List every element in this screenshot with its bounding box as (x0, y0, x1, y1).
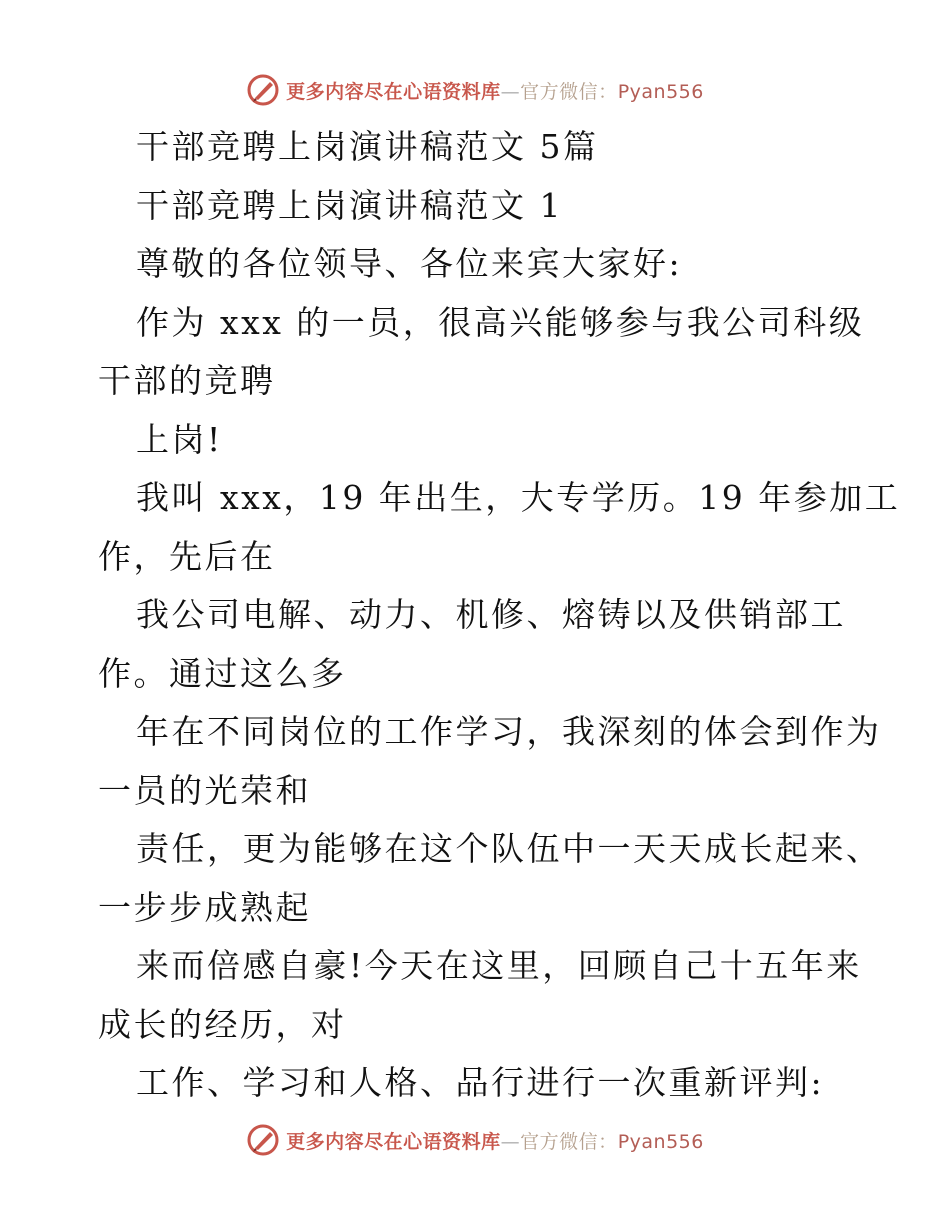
paragraph-line: 一员的光荣和 (98, 770, 311, 810)
paragraph-line: 作，先后在 (98, 536, 276, 576)
header-watermark (0, 70, 950, 110)
section-heading: 干部竞聘上岗演讲稿范文 1 (136, 185, 563, 225)
paragraph-line: 一步步成熟起 (98, 887, 311, 927)
paragraph-line: 我公司电解、动力、机修、熔铸以及供销部工 (136, 595, 846, 634)
quill-pen-icon (246, 73, 280, 107)
watermark-brand: 更多内容尽在心语资料库 (286, 1130, 501, 1153)
document-body (98, 118, 901, 1113)
paragraph-line: 工作、学习和人格、品行进行一次重新评判: (136, 1063, 825, 1102)
watermark-wechat-id: Pyan556 (617, 80, 704, 103)
watermark-text (286, 1127, 704, 1154)
paragraph-line: 上岗! (136, 419, 223, 459)
watermark-wechat-id: Pyan556 (617, 1130, 704, 1153)
salutation: 尊敬的各位领导、各位来宾大家好: (136, 244, 683, 283)
paragraph-line: 成长的经历，对 (98, 1004, 347, 1044)
watermark-dash: — (500, 1130, 521, 1153)
quill-pen-icon (246, 1123, 280, 1157)
watermark-dash: — (500, 80, 521, 103)
footer-watermark (0, 1120, 950, 1160)
paragraph-line: 我叫 xxx，19 年出生，大专学历。19 年参加工 (136, 478, 901, 517)
paragraph-line: 作为 xxx 的一员，很高兴能够参与我公司科级 (136, 302, 865, 342)
paragraph-line: 干部的竞聘 (98, 361, 276, 400)
paragraph-line: 年在不同岗位的工作学习，我深刻的体会到作为 (136, 712, 882, 751)
paragraph-line: 来而倍感自豪!今天在这里，回顾自己十五年来 (136, 946, 862, 985)
paragraph-line: 作。通过这么多 (98, 653, 347, 693)
paragraph-line: 责任，更为能够在这个队伍中一天天成长起来、 (136, 829, 882, 868)
document-title: 干部竞聘上岗演讲稿范文 5篇 (136, 127, 599, 166)
watermark-brand: 更多内容尽在心语资料库 (286, 80, 501, 103)
watermark-official-label: 官方微信： (520, 80, 618, 103)
watermark-official-label: 官方微信： (520, 1130, 618, 1153)
watermark-text (286, 77, 704, 104)
